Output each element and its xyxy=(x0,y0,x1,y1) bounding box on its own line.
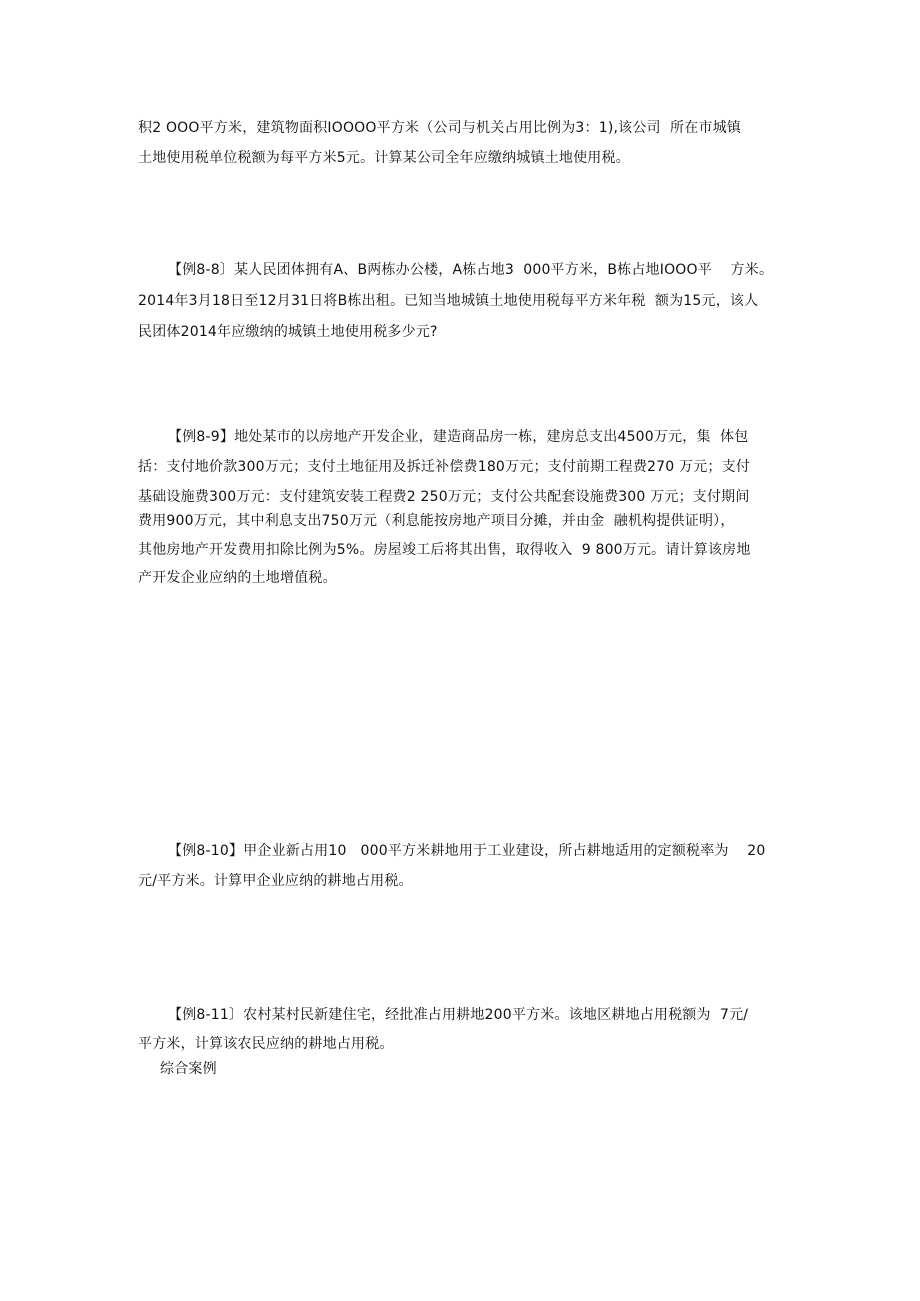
paragraph-1-line-2: 土地使用税单位税额为每平方米5元。计算某公司全年应缴纳城镇土地使用税。 xyxy=(138,150,630,166)
example-8-9-line-6: 产开发企业应纳的土地增值税。 xyxy=(138,570,337,586)
example-8-9-line-5: 其他房地产开发费用扣除比例为5%。房屋竣工后将其出售，取得收入 9 800万元。请计算该房地 xyxy=(138,542,751,558)
example-8-9-line-2: 括：支付地价款300万元；支付土地征用及拆迁补偿费180万元；支付前期工程费270 万元；支付 xyxy=(138,459,751,475)
example-8-9-line-3: 基础设施费300万元：支付建筑安装工程费2 250万元；支付公共配套设施费300 万元；支付期间 xyxy=(138,489,750,505)
section-title: 综合案例 xyxy=(160,1061,217,1077)
example-8-8-line-2: 2014年3月18日至12月31日将B栋出租。已知当地城镇土地使用税每平方米年税 额为15元，该人 xyxy=(138,293,759,309)
example-8-11-line-1: 【例8-11〕农村某村民新建住宅，经批准占用耕地200平方米。该地区耕地占用税额为 7元/ xyxy=(168,1007,749,1023)
example-8-10-line-1: 【例8-10】甲企业新占用10 000平方米耕地用于工业建设，所占耕地适用的定额税率为 20 xyxy=(168,843,766,859)
paragraph-1-line-1: 积2 OOO平方米，建筑物面积IOOOO平方米（公司与机关占用比例为3：1),该公司 所在市城镇 xyxy=(138,120,742,136)
example-8-8-line-1: 【例8-8〕某人民团体拥有A、B两栋办公楼，A栋占地3 000平方米，B栋占地IOOO平 方米。 xyxy=(168,262,774,278)
example-8-9-line-4: 费用900万元，其中利息支出750万元（利息能按房地产项目分摊，并由金 融机构提供证明）， xyxy=(138,513,735,529)
example-8-8-line-3: 民团体2014年应缴纳的城镇土地使用税多少元? xyxy=(138,324,438,340)
example-8-10-line-2: 元/平方米。计算甲企业应纳的耕地占用税。 xyxy=(138,873,413,889)
example-8-11-line-2: 平方米，计算该农民应纳的耕地占用税。 xyxy=(138,1036,394,1052)
example-8-9-line-1: 【例8-9】地处某市的以房地产开发企业，建造商品房一栋，建房总支出4500万元，集 体包 xyxy=(168,429,749,445)
